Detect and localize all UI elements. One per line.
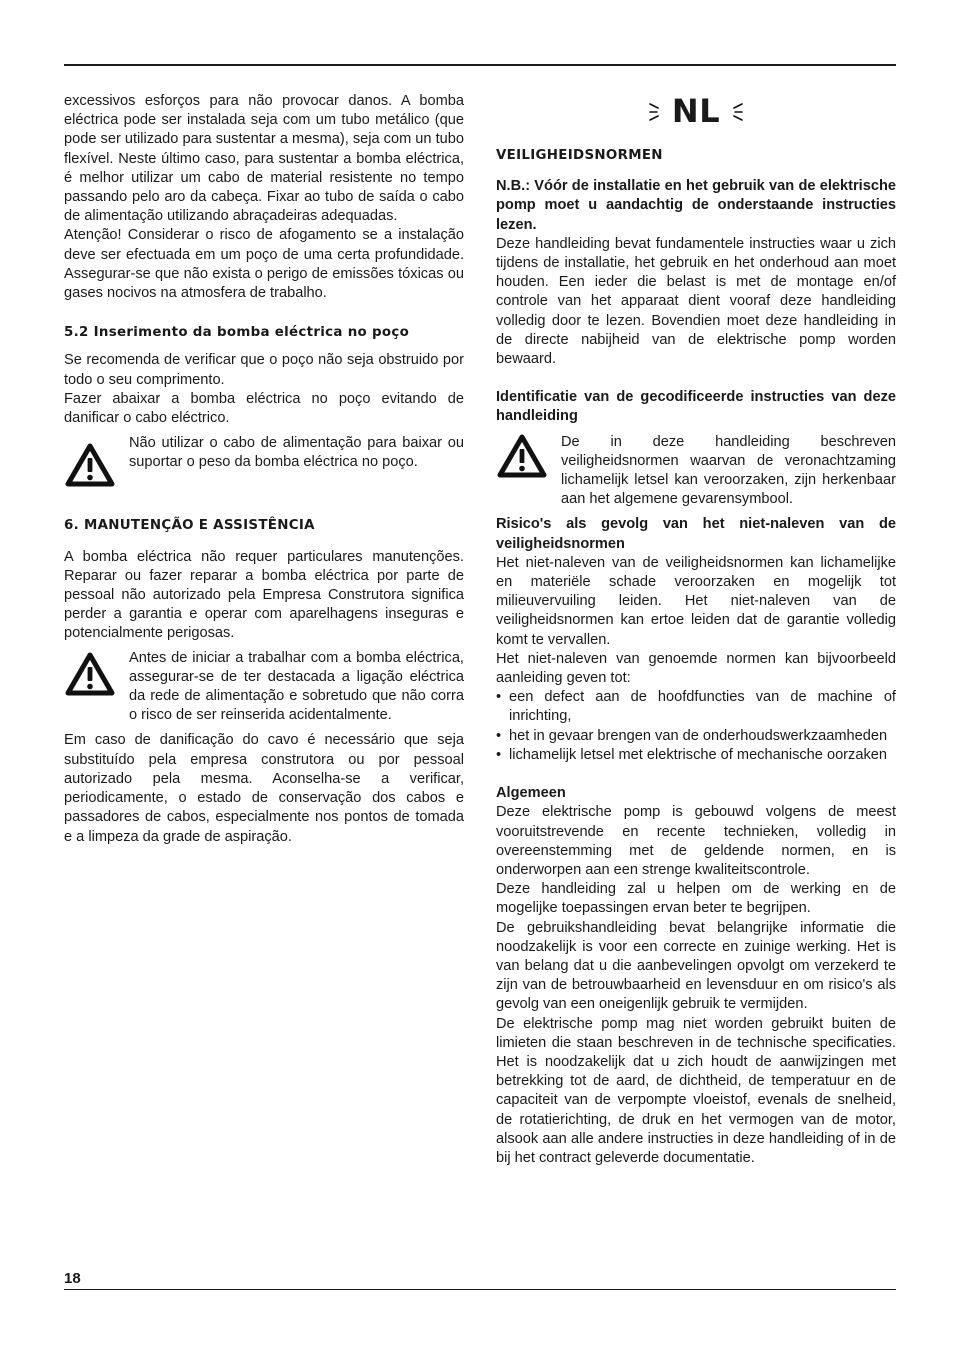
warning-triangle-icon — [64, 649, 129, 703]
bullet-list — [496, 688, 896, 765]
warning-triangle-icon — [64, 434, 129, 494]
warning-note — [64, 434, 464, 494]
list-item: • een defect aan de hoofdfuncties van de machine of inrichting, — [496, 688, 896, 726]
warning-triangle-icon — [496, 433, 561, 485]
paragraph: De gebruikshandleiding bevat belangrijke informatie die noodzakelijk is voor een correcte en zuinige werking. Het is van belang dat u die aanbevelingen opvolgt om verzekerd te zijn van de betrouwbaarheid en levensduur en om risico's als gevolg van een oneigenlijk gebruik te vermijden. — [496, 919, 896, 1013]
paragraph: Se recomenda de verificar que o poço não seja obstruido por todo o seu comprimento. — [64, 352, 464, 388]
right-flourish-icon — [730, 100, 744, 124]
warning-note — [64, 649, 464, 726]
warning-text: De in deze handleiding beschreven veiligheidsnormen waarvan de veronachtzaming lichamelijk letsel kan veroorzaken, zijn herkenbaar aan het algemene gevarensymbool. — [561, 433, 896, 508]
language-header — [496, 92, 896, 132]
paragraph: Deze elektrische pomp is gebouwd volgens de meest vooruitstrevende en recente technieken, volledig in overeenstemming met de geldende normen, en is onderworpen aan een strenge kwaliteitscontrole. — [496, 804, 896, 878]
subheading-identificatie: Identificatie van de gecodificeerde instructies van deze handleiding — [496, 389, 896, 425]
right-column — [496, 92, 896, 1168]
paragraph: Het niet-naleven van genoemde normen kan bijvoorbeeld aanleiding geven tot: — [496, 650, 896, 687]
bottom-rule — [64, 1289, 896, 1290]
top-rule — [64, 64, 896, 66]
list-item: • lichamelijk letsel met elektrische of mechanische oorzaken — [496, 746, 896, 765]
paragraph: Deze handleiding bevat fundamentele instructies waar u zich tijdens de installatie, het gebruik en het onderhoud aan moet houden. Een ieder die belast is met de montage en/of controle van het apparaat dient vooraf deze handleiding volledig door te lezen. Bovendien moet deze handleiding in de directe nabijheid van de elektrische pomp worden bewaard. — [496, 235, 896, 368]
paragraph: De elektrische pomp mag niet worden gebruikt buiten de limieten die staan beschreven in de technische specificaties. Het is noodzakelijk dat u zich houdt de aanwijzingen met betrekking tot de aard, de dichtheid, de temperatuur en de capaciteit van de verpompte vloeistof, evenals de snelheid, de rotatierichting, de druk en het vermogen van de motor, alsook aan alle andere instructies in deze handleiding of in de bij het contract geleverde documentatie. — [496, 1015, 896, 1166]
list-item: • het in gevaar brengen van de onderhoudswerkzaamheden — [496, 727, 896, 746]
paragraph: excessivos esforços para não provocar danos. A bomba eléctrica pode ser instalada seja com um tubo metálico (que pode ser utilizado para sustentar a mesma), seja com un tubo flexível. Neste último caso, para sustentar a bomba eléctrica, é melhor utilizar um cabo de material resistente no tempo passando pelo aro da cabeça. Fixar ao tubo de saída o cabo de alimentação utilizando abraçadeiras adequadas. — [64, 93, 464, 225]
subheading-risico: Risico's als gevolg van het niet-naleven van de veiligheidsnormen — [496, 516, 896, 552]
paragraph: Deze handleiding zal u helpen om de werking en de mogelijke toepassingen ervan beter te begrijpen. — [496, 881, 896, 917]
warning-note — [496, 433, 896, 510]
left-column — [64, 92, 464, 847]
paragraph: Atenção! Considerar o risco de afogamento se a instalação deve ser efectuada em um poço de uma certa profundidade. Assegurar-se que não exista o perigo de emissões tóxicas ou gases nocivos na atmosfera de trabalho. — [64, 227, 464, 302]
paragraph: Het niet-naleven van de veiligheidsnormen kan lichamelijke en materiële schade veroorzaken en mogelijk tot milieuvervuiling leiden. Het niet-naleven van de veiligheidsnormen kan ertoe leiden dat de garantie volledig komt te vervallen. — [496, 554, 896, 648]
warning-text: Antes de iniciar a trabalhar com a bomba eléctrica, assegurar-se de ter destacada a ligação eléctrica da rede de alimentação e sobretudo que não corra o risco de ser reinserida acidentalmente. — [129, 649, 464, 724]
section-heading-veiligheid: VEILIGHEIDSNORMEN — [496, 148, 663, 163]
subheading-algemeen: Algemeen — [496, 785, 566, 802]
note-paragraph: N.B.: Vóór de installatie en het gebruik van de elektrische pomp moet u aandachtig de onderstaande instructies lezen. — [496, 178, 896, 233]
paragraph: Em caso de danificação do cavo é necessário que seja substituído pela empresa construtora ou por pessoal autorizado pela mesma. Aconselha-se a verificar, periodicamente, o estado de conservação dos cabos e passadores de cabos, especialmente nos pontos de tomada e a limpeza da grade de aspiração. — [64, 732, 464, 845]
language-code: NL — [671, 92, 721, 131]
left-flourish-icon — [648, 100, 662, 124]
warning-text: Não utilizar o cabo de alimentação para baixar ou suportar o peso da bomba eléctrica no poço. — [129, 435, 464, 471]
paragraph: A bomba eléctrica não requer particulares manutenções. Reparar ou fazer reparar a bomba eléctrica por parte de pessoal não autorizado pela Empresa Construtora significa perder a garantia e operar com aparelhagens inseguras e potencialmente perigosas. — [64, 548, 464, 642]
section-heading-5-2: 5.2 Inserimento da bomba eléctrica no poço — [64, 325, 410, 341]
page-number: 18 — [64, 1270, 81, 1287]
paragraph: Fazer abaixar a bomba eléctrica no poço evitando de danificar o cabo eléctrico. — [64, 390, 464, 427]
section-heading-6: 6. MANUTENÇÃO E ASSISTÊNCIA — [64, 518, 315, 534]
